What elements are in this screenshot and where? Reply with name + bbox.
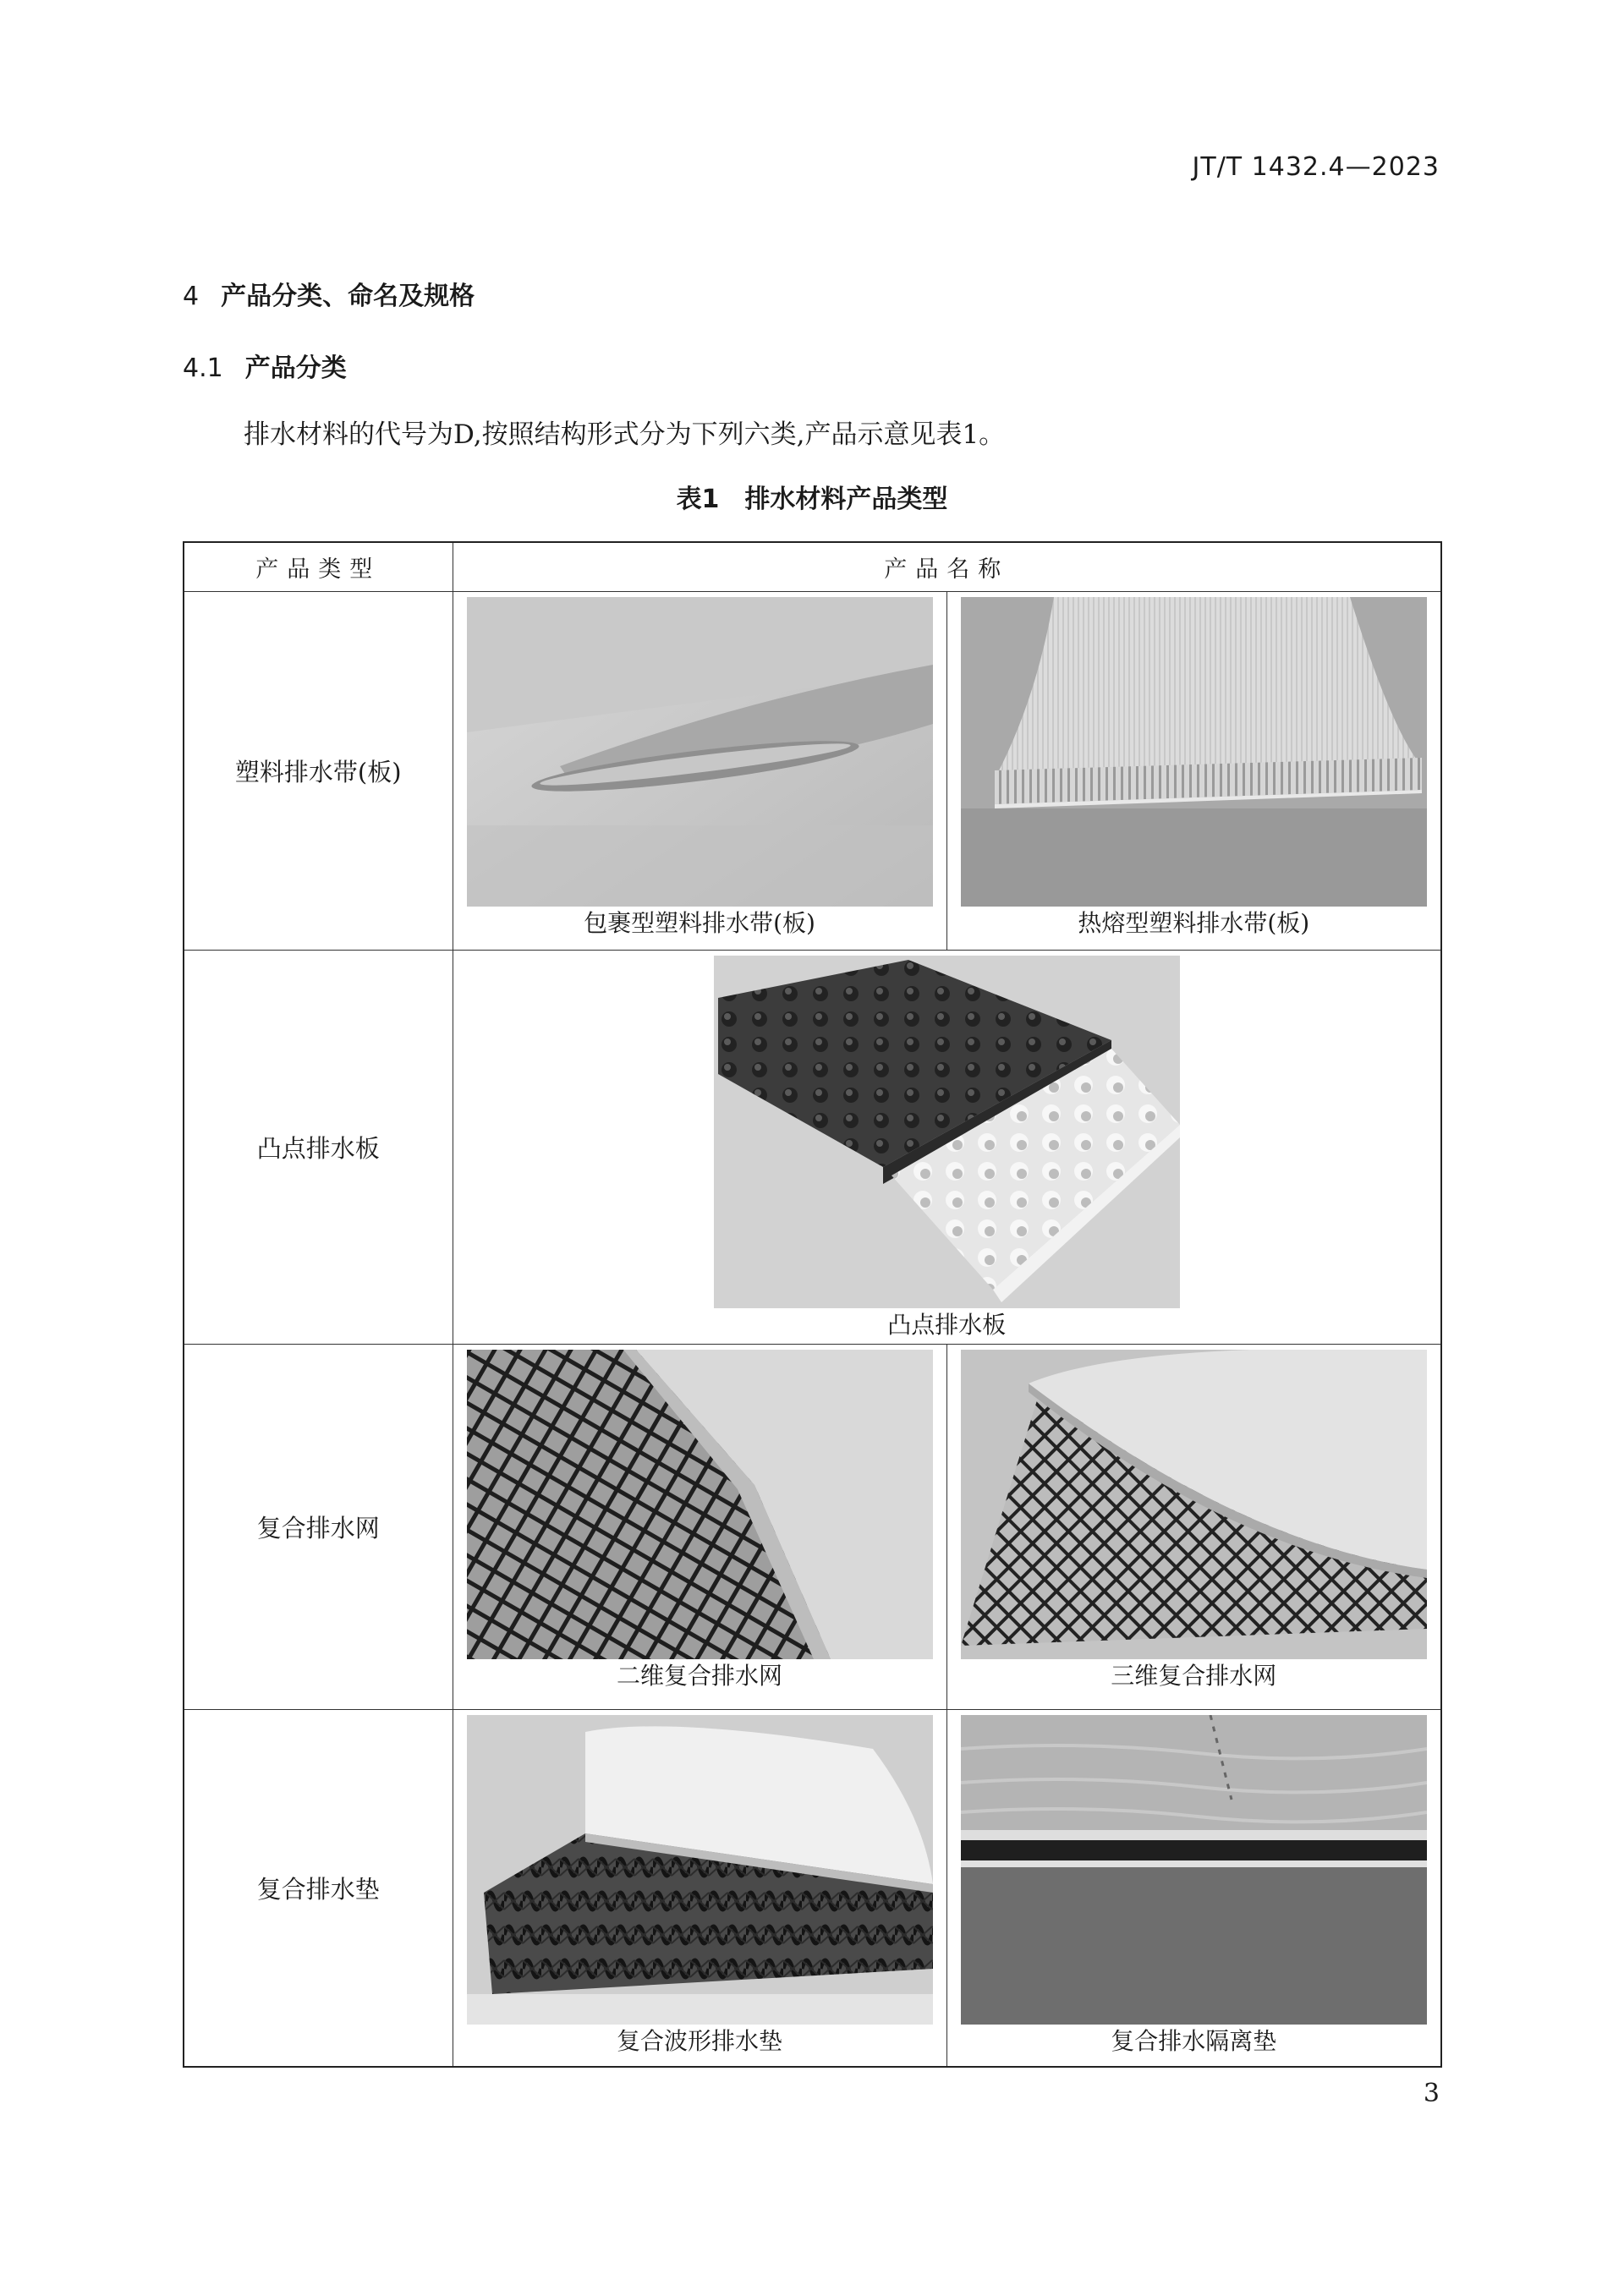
product-cell [946,1710,1441,2067]
product-cell [946,1345,1441,1710]
composite-separation-mat-photo [961,1715,1427,2025]
product-caption: 包裹型塑料排水带(板) [584,909,815,937]
dimple-drain-board-photo [714,956,1180,1308]
product-caption: 二维复合排水网 [616,1662,782,1690]
header-product-type: 产品类型 [184,542,453,592]
row-type-label: 凸点排水板 [184,951,453,1345]
product-type-table [183,541,1442,2068]
product-cell [453,951,1441,1345]
product-caption: 三维复合排水网 [1111,1662,1277,1690]
table-row [184,951,1441,1345]
product-cell [453,1345,946,1710]
section-4-number: 4 [183,282,200,311]
intro-paragraph: 排水材料的代号为D,按照结构形式分为下列六类,产品示意见表1。 [244,419,1006,450]
header-product-name: 产品名称 [453,542,1441,592]
row-type-label: 塑料排水带(板) [184,592,453,951]
table-caption-number: 表1 [676,485,720,514]
geonet-3d-photo [961,1350,1427,1659]
product-caption: 凸点排水板 [887,1311,1007,1339]
corrugated-drain-mat-photo [467,1715,933,2025]
section-4-1-title: 产品分类 [244,353,347,383]
section-4-title: 产品分类、命名及规格 [221,282,475,311]
section-4-1-heading [183,347,347,384]
heat-fused-drain-board-photo [961,597,1427,907]
page-number: 3 [1423,2079,1440,2108]
product-caption: 复合排水隔离垫 [1111,2027,1277,2055]
wrapped-drain-board-photo [467,597,933,907]
table-header-row [184,542,1441,592]
section-4-heading [183,275,475,312]
product-cell [453,592,946,951]
geonet-2d-photo [467,1350,933,1659]
table-row [184,592,1441,951]
product-cell [946,592,1441,951]
table-caption-title: 排水材料产品类型 [744,485,948,514]
row-type-label: 复合排水网 [184,1345,453,1710]
product-cell [453,1710,946,2067]
table-row [184,1345,1441,1710]
standard-code: JT/T 1432.4—2023 [1192,152,1440,182]
section-4-1-number: 4.1 [183,353,223,383]
table-caption [0,478,1624,515]
row-type-label: 复合排水垫 [184,1710,453,2067]
product-caption: 复合波形排水垫 [616,2027,782,2055]
product-caption: 热熔型塑料排水带(板) [1078,909,1310,937]
table-row [184,1710,1441,2067]
